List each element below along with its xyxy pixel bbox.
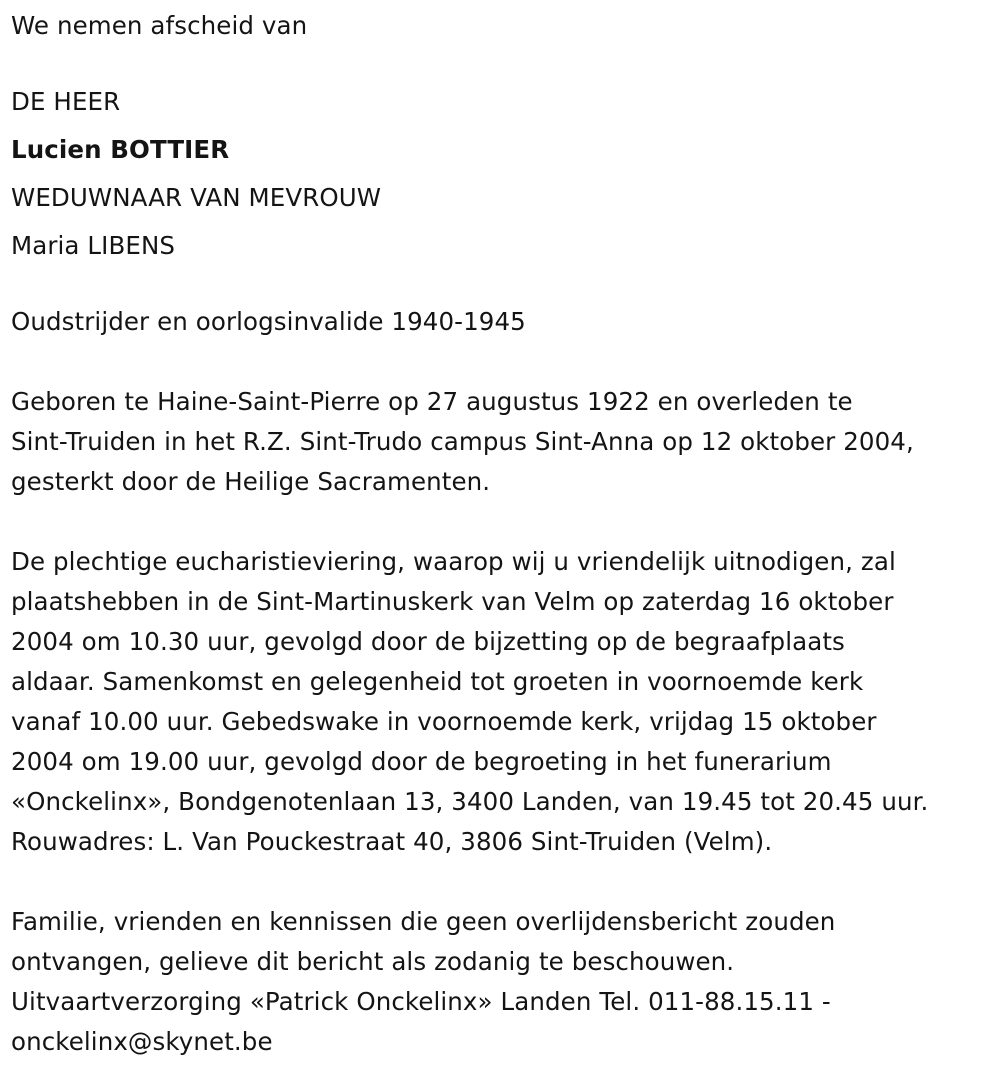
paragraph-line: «Onckelinx», Bondgenotenlaan 13, 3400 Landen, van 19.45 tot 20.45 uur.	[11, 787, 929, 816]
spacer	[11, 502, 991, 542]
person-block	[11, 78, 991, 270]
ceremony-paragraph	[11, 542, 991, 862]
contact-email: onckelinx@skynet.be	[11, 1027, 273, 1056]
obituary-document	[11, 6, 991, 1062]
paragraph-line: Sint-Truiden in het R.Z. Sint-Trudo campus Sint-Anna op 12 oktober 2004,	[11, 427, 914, 456]
honorific-text: Oudstrijder en oorlogsinvalide 1940-1945	[11, 307, 526, 336]
paragraph-line: plaatshebben in de Sint-Martinuskerk van Velm op zaterdag 16 oktober	[11, 587, 894, 616]
intro-text: We nemen afscheid van	[11, 11, 308, 40]
spacer	[11, 270, 991, 302]
title-text: DE HEER	[11, 87, 121, 116]
paragraph-line: Familie, vrienden en kennissen die geen overlijdensbericht zouden	[11, 907, 836, 936]
spacer	[11, 862, 991, 902]
paragraph-line: 2004 om 10.30 uur, gevolgd door de bijzetting op de begraafplaats	[11, 627, 845, 656]
closing-paragraph	[11, 902, 991, 1062]
paragraph-line: Rouwadres: L. Van Pouckestraat 40, 3806 Sint-Truiden (Velm).	[11, 827, 773, 856]
paragraph-line: 2004 om 19.00 uur, gevolgd door de begroeting in het funerarium	[11, 747, 832, 776]
birth-death-paragraph	[11, 382, 991, 502]
paragraph-line: gesterkt door de Heilige Sacramenten.	[11, 467, 491, 496]
spouse-name: Maria LIBENS	[11, 231, 176, 260]
deceased-name: Lucien BOTTIER	[11, 135, 230, 164]
paragraph-line: vanaf 10.00 uur. Gebedswake in voornoemde kerk, vrijdag 15 oktober	[11, 707, 877, 736]
paragraph-line: De plechtige eucharistieviering, waarop wij u vriendelijk uitnodigen, zal	[11, 547, 896, 576]
spacer	[11, 342, 991, 382]
relation-text: WEDUWNAAR VAN MEVROUW	[11, 183, 382, 212]
paragraph-line: Geboren te Haine-Saint-Pierre op 27 augustus 1922 en overleden te	[11, 387, 853, 416]
spacer	[11, 46, 991, 78]
paragraph-line: aldaar. Samenkomst en gelegenheid tot groeten in voornoemde kerk	[11, 667, 864, 696]
paragraph-line: ontvangen, gelieve dit bericht als zodanig te beschouwen.	[11, 947, 735, 976]
paragraph-line: Uitvaartverzorging «Patrick Onckelinx» Landen Tel. 011-88.15.11 -	[11, 987, 831, 1016]
